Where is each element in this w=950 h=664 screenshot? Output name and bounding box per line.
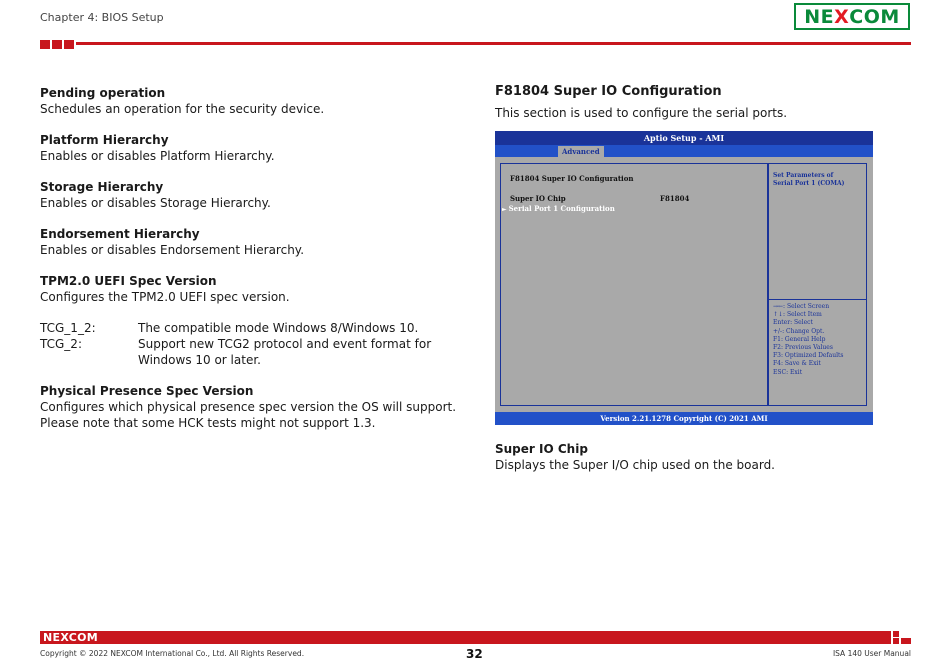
- tcg-options: [40, 320, 470, 368]
- footer-square: [893, 631, 899, 637]
- bios-help-panel: [768, 163, 867, 406]
- bios-main-panel: [500, 163, 768, 406]
- item-title: TPM2.0 UEFI Spec Version: [40, 274, 217, 288]
- tcg-key: TCG_1_2:: [40, 321, 96, 335]
- manual-name: ISA 140 User Manual: [832, 649, 911, 658]
- logo-suffix: COM: [849, 5, 900, 28]
- item-desc: Configures which physical presence spec version the OS will support. Please note that some HCK tests might not support 1.3.: [40, 400, 457, 430]
- chip-title: Super IO Chip: [495, 442, 588, 456]
- key-hint: F1: General Help: [773, 335, 826, 343]
- help-line: Set Parameters of: [773, 172, 834, 179]
- item-desc: Enables or disables Endorsement Hierarchy.: [40, 243, 305, 257]
- super-io-chip-value: F81804: [660, 194, 690, 203]
- tab-advanced[interactable]: Advanced: [558, 146, 604, 157]
- tcg-row: [40, 320, 470, 336]
- key-hint: ↑↓: Select Item: [773, 311, 822, 319]
- bios-tab-bar: [495, 145, 873, 157]
- submenu-arrow-icon: ►: [502, 206, 507, 213]
- section-desc: This section is used to configure the serial ports.: [495, 106, 788, 120]
- bios-key-legend: [769, 301, 866, 379]
- footer-logo: NEXCOM: [43, 631, 98, 644]
- logo-wordmark: [796, 5, 908, 28]
- submenu-label: Serial Port 1 Configuration: [508, 204, 615, 213]
- item-title: Pending operation: [40, 86, 166, 100]
- serial-port-1-menu-item[interactable]: [502, 204, 615, 213]
- tcg-key: TCG_2:: [40, 337, 82, 351]
- key-hint: F4: Save & Exit: [773, 360, 821, 368]
- footer-bar: [40, 631, 891, 644]
- bios-menu-title: F81804 Super IO Configuration: [510, 174, 634, 183]
- item-pending-operation: [40, 85, 470, 117]
- key-hint: F3: Optimized Defaults: [773, 352, 844, 360]
- footer-square: [901, 638, 911, 644]
- item-desc: Enables or disables Storage Hierarchy.: [40, 196, 271, 210]
- bios-version-footer: Version 2.21.1278 Copyright (C) 2021 AMI: [495, 412, 873, 425]
- copyright: Copyright © 2022 NEXCOM International Co., Ltd. All Rights Reserved.: [40, 649, 305, 658]
- key-hint: F2: Previous Values: [773, 344, 833, 352]
- item-physical-presence: [40, 383, 470, 431]
- item-title: Endorsement Hierarchy: [40, 227, 200, 241]
- bios-screenshot: [495, 131, 873, 425]
- section-title: F81804 Super IO Configuration: [495, 84, 722, 99]
- footer-square: [893, 638, 899, 644]
- chapter-title: Chapter 4: BIOS Setup: [40, 11, 164, 24]
- item-desc: Configures the TPM2.0 UEFI spec version.: [40, 290, 290, 304]
- item-storage-hierarchy: [40, 179, 470, 211]
- item-desc: Schedules an operation for the security device.: [40, 102, 325, 116]
- tcg-value: The compatible mode Windows 8/Windows 10.: [138, 321, 419, 335]
- tcg-value: Support new TCG2 protocol and event format for Windows 10 or later.: [138, 337, 432, 367]
- item-endorsement-hierarchy: [40, 226, 470, 258]
- item-tpm-spec-version: [40, 273, 470, 305]
- tcg-row: [40, 336, 470, 368]
- item-title: Physical Presence Spec Version: [40, 384, 254, 398]
- key-hint: Enter: Select: [773, 319, 813, 327]
- item-platform-hierarchy: [40, 132, 470, 164]
- item-title: Platform Hierarchy: [40, 133, 169, 147]
- chip-desc: Displays the Super I/O chip used on the board.: [495, 458, 775, 472]
- bios-title-bar: Aptio Setup - AMI: [495, 131, 873, 145]
- left-column: [40, 85, 470, 446]
- bios-help-text: [769, 164, 866, 300]
- item-desc: Enables or disables Platform Hierarchy.: [40, 149, 275, 163]
- header-rule: [76, 42, 911, 45]
- super-io-chip-label: Super IO Chip: [510, 194, 566, 203]
- key-hint: ESC: Exit: [773, 368, 803, 376]
- item-title: Storage Hierarchy: [40, 180, 164, 194]
- key-hint: →←: Select Screen: [773, 303, 830, 310]
- header-squares: [40, 40, 74, 49]
- key-hint: +/-: Change Opt.: [773, 327, 825, 335]
- page-number: 32: [466, 647, 483, 661]
- help-line: Serial Port 1 (COMA): [773, 180, 845, 187]
- logo-prefix: NE: [804, 5, 835, 28]
- logo-x: X: [834, 5, 850, 28]
- nexcom-logo: [794, 3, 910, 30]
